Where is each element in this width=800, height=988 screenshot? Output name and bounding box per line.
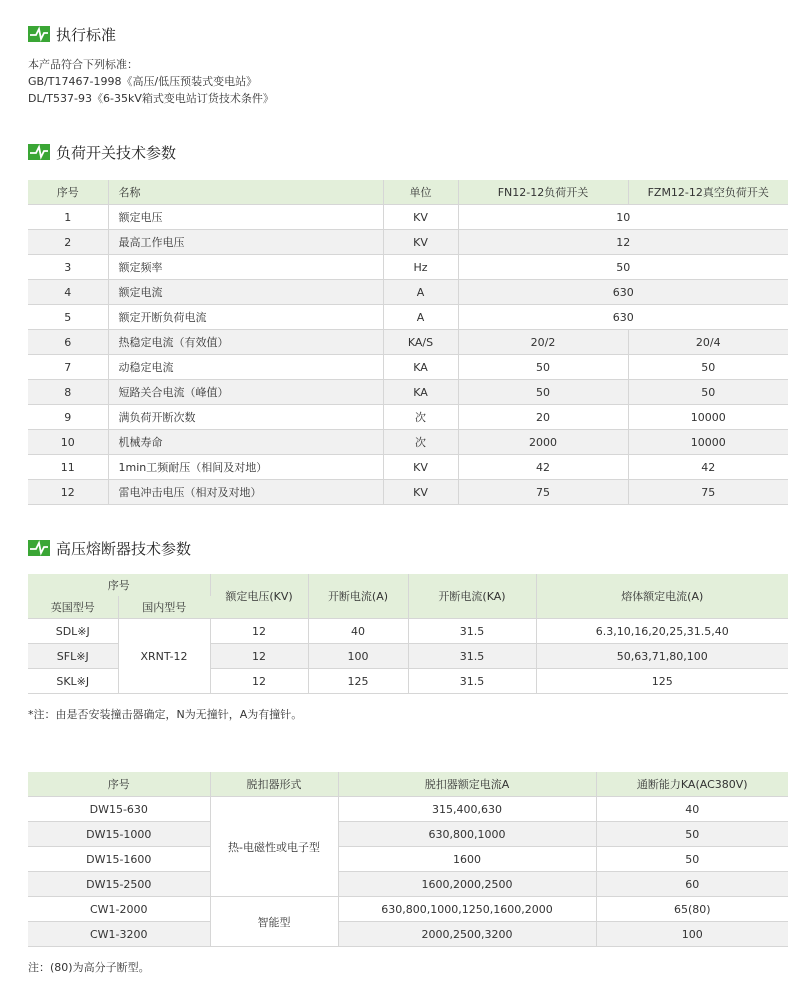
table-cell: 1600 [338,847,596,872]
standards-line: DL/T537-93《6-35kV箱式变电站订货技术条件》 [28,92,274,105]
table-cell: CW1-3200 [28,922,210,947]
col-header: 序号 [28,574,210,596]
col-header: 通断能力KA(AC380V) [596,772,788,797]
table-cell: 2000,2500,3200 [338,922,596,947]
table-cell: 50 [628,355,788,380]
fuse-title: 高压熔断器技术参数 [56,539,192,558]
table-row [28,797,788,822]
lightning-bolt-icon [28,144,50,160]
load-switch-heading [28,140,788,164]
table-cell: 9 [28,405,108,430]
table-cell: 10 [458,205,788,230]
table-row [28,430,788,455]
fuse-heading [28,536,788,560]
breaker-note: 注：(80)为高分子断型。 [28,961,150,974]
table-cell: 6 [28,330,108,355]
table-cell: SFL※J [28,644,118,669]
table-cell: 31.5 [408,669,536,694]
table-cell: 额定电流 [108,280,383,305]
table-cell: 次 [383,405,458,430]
table-cell: 动稳定电流 [108,355,383,380]
table-cell: 12 [28,480,108,505]
col-header: 序号 [28,772,210,797]
table-cell: 100 [596,922,788,947]
col-header: 序号 [28,180,108,205]
trip-type-cell: 热-电磁性或电子型 [210,797,338,897]
standards-heading [28,22,788,46]
table-cell: SKL※J [28,669,118,694]
table-cell: 60 [596,872,788,897]
table-cell: DW15-1000 [28,822,210,847]
load-switch-title: 负荷开关技术参数 [56,143,177,162]
trip-type-cell: 智能型 [210,897,338,947]
load-switch-table [28,180,788,505]
col-header: FZM12-12真空负荷开关 [628,180,788,205]
table-cell: 31.5 [408,619,536,644]
table-row [28,822,788,847]
table-cell: 4 [28,280,108,305]
table-cell: DW15-2500 [28,872,210,897]
col-header: 单位 [383,180,458,205]
standards-line: 本产品符合下列标准： [28,58,138,71]
standards-title: 执行标准 [56,25,117,44]
table-cell: 3 [28,255,108,280]
table-cell: 630,800,1000 [338,822,596,847]
table-row [28,405,788,430]
table-row [28,230,788,255]
table-cell: 雷电冲击电压（相对及对地） [108,480,383,505]
table-row [28,872,788,897]
table-cell: 11 [28,455,108,480]
table-cell: 50 [596,822,788,847]
table-cell: 630,800,1000,1250,1600,2000 [338,897,596,922]
table-cell: 12 [210,669,308,694]
table-cell: KV [383,480,458,505]
fuse-section [28,536,788,722]
table-cell: 50 [458,355,628,380]
table-row [28,480,788,505]
table-cell: 短路关合电流（峰值） [108,380,383,405]
standards-section [28,22,788,107]
table-cell: 1 [28,205,108,230]
table-cell: KV [383,205,458,230]
table-cell: 75 [628,480,788,505]
table-cell: KA [383,355,458,380]
table-cell: 6.3,10,16,20,25,31.5,40 [536,619,788,644]
table-cell: 40 [596,797,788,822]
table-cell: DW15-1600 [28,847,210,872]
table-cell: 次 [383,430,458,455]
col-header: 英国型号 [28,596,118,619]
table-cell: 10000 [628,430,788,455]
table-row [28,330,788,355]
table-row [28,619,788,644]
load-switch-body [28,205,788,505]
table-cell: 1min工频耐压（相间及对地） [108,455,383,480]
table-row [28,205,788,230]
breaker-section [28,772,788,975]
fuse-note: *注：由是否安装撞击器确定，N为无撞针，A为有撞针。 [28,708,303,721]
table-cell: 12 [210,619,308,644]
table-cell: 65(80) [596,897,788,922]
table-cell: 1600,2000,2500 [338,872,596,897]
table-row [28,380,788,405]
table-row [28,922,788,947]
table-cell: KA [383,380,458,405]
table-cell: 42 [628,455,788,480]
table-cell: 630 [458,305,788,330]
table-header-row [28,180,788,205]
lightning-bolt-icon [28,26,50,42]
col-header: 脱扣器额定电流A [338,772,596,797]
col-header: 名称 [108,180,383,205]
table-cell: 10000 [628,405,788,430]
table-cell: 315,400,630 [338,797,596,822]
table-cell: KA/S [383,330,458,355]
table-cell: 50 [458,380,628,405]
table-cell: DW15-630 [28,797,210,822]
table-cell: 12 [210,644,308,669]
table-header-row [28,772,788,797]
lightning-bolt-icon [28,540,50,556]
col-header: 国内型号 [118,596,210,619]
table-cell: Hz [383,255,458,280]
table-cell: 2 [28,230,108,255]
table-cell: 50 [628,380,788,405]
standards-line: GB/T17467-1998《高压/低压预装式变电站》 [28,75,258,88]
table-cell: 8 [28,380,108,405]
table-cell: 20/2 [458,330,628,355]
table-cell: 40 [308,619,408,644]
table-cell: 31.5 [408,644,536,669]
domestic-model-cell: XRNT-12 [118,619,210,694]
table-header-row [28,574,788,596]
col-header: 额定电压(KV) [210,574,308,619]
col-header: 开断电流(A) [308,574,408,619]
standards-list [28,56,788,107]
table-row [28,255,788,280]
table-cell: 20/4 [628,330,788,355]
table-cell: 5 [28,305,108,330]
table-cell: 50 [596,847,788,872]
table-row [28,897,788,922]
table-cell: 最高工作电压 [108,230,383,255]
table-cell: 50 [458,255,788,280]
table-cell: 100 [308,644,408,669]
table-cell: 机械寿命 [108,430,383,455]
col-header: 脱扣器形式 [210,772,338,797]
table-row [28,455,788,480]
table-cell: 42 [458,455,628,480]
table-cell: 12 [458,230,788,255]
table-cell: 2000 [458,430,628,455]
col-header: 熔体额定电流(A) [536,574,788,619]
table-cell: A [383,305,458,330]
table-cell: 额定开断负荷电流 [108,305,383,330]
col-header: 开断电流(KA) [408,574,536,619]
table-cell: 50,63,71,80,100 [536,644,788,669]
table-cell: 10 [28,430,108,455]
table-cell: KV [383,230,458,255]
table-cell: 热稳定电流（有效值） [108,330,383,355]
table-row [28,847,788,872]
breaker-table [28,772,788,947]
table-cell: 125 [536,669,788,694]
table-row [28,355,788,380]
load-switch-section [28,140,788,505]
table-cell: 满负荷开断次数 [108,405,383,430]
table-row [28,305,788,330]
fuse-body [28,619,788,694]
table-cell: 20 [458,405,628,430]
breaker-body [28,797,788,947]
fuse-table [28,574,788,694]
col-header: FN12-12负荷开关 [458,180,628,205]
table-cell: 额定电压 [108,205,383,230]
table-cell: 75 [458,480,628,505]
table-cell: 7 [28,355,108,380]
table-cell: SDL※J [28,619,118,644]
table-cell: 额定频率 [108,255,383,280]
table-cell: CW1-2000 [28,897,210,922]
table-cell: A [383,280,458,305]
table-cell: 630 [458,280,788,305]
table-row [28,280,788,305]
table-cell: 125 [308,669,408,694]
table-cell: KV [383,455,458,480]
